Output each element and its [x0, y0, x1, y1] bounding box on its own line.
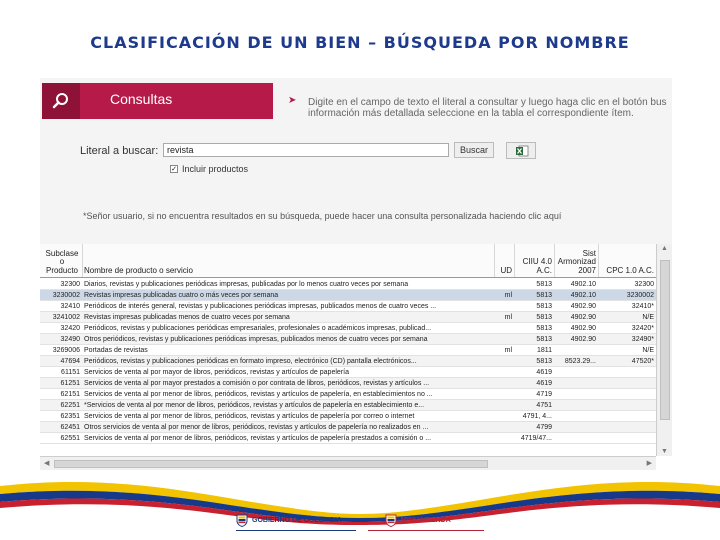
cell-code: 3230002 [52, 292, 80, 299]
cell-code: 62251 [60, 402, 80, 409]
table-row[interactable] [40, 345, 656, 356]
instructions [308, 97, 672, 119]
cell-ciiu: 4719 [536, 391, 552, 398]
include-products-label: Incluir productos [182, 164, 249, 174]
cell-cpc: 32410* [631, 303, 654, 310]
footer-underline-left [236, 530, 356, 531]
logo-minhacienda [385, 509, 451, 531]
col-divider [82, 244, 83, 277]
cell-ud: ml [504, 292, 512, 299]
col-divider [598, 244, 599, 277]
table-body [40, 279, 656, 456]
table-row[interactable] [40, 290, 656, 301]
header-ud[interactable]: UD [500, 265, 512, 275]
header-ciiu-line2: A.C. [536, 265, 552, 275]
cell-cpc: 32490* [631, 336, 654, 343]
cell-name: Servicios de venta al por menor de libros, periódicos, revistas y artículos de papelería prestados a comisión o ... [84, 435, 432, 442]
cell-code: 47694 [60, 358, 80, 365]
footer-underline-right [368, 530, 484, 531]
cell-code: 32420 [60, 325, 80, 332]
cell-name: Servicios de venta al por mayor de libros, periódicos, revistas y artículos de papelería [84, 369, 349, 376]
cell-ciiu: 5813 [536, 303, 552, 310]
table-row[interactable] [40, 389, 656, 400]
cell-ciiu: 4751 [536, 402, 552, 409]
excel-export-button[interactable] [506, 142, 536, 159]
scroll-up-icon[interactable]: ▲ [661, 245, 668, 252]
cell-name: Revistas impresas publicadas cuatro o más veces por semana [84, 292, 279, 299]
cell-cpc: 32300 [634, 281, 654, 288]
header-subclass-line1: Subclase [45, 248, 79, 258]
cell-cpc: N/E [642, 347, 654, 354]
literal-search-input[interactable] [163, 143, 449, 157]
cell-name: Periódicos de interés general, revistas y publicaciones periódicas impresas, publicados menos de cuatro veces ... [84, 303, 437, 310]
table-row[interactable] [40, 422, 656, 433]
cell-code: 62151 [60, 391, 80, 398]
col-divider [554, 244, 555, 277]
cell-code: 32300 [60, 281, 80, 288]
cell-sa: 4902.10 [570, 292, 596, 299]
include-products-checkbox[interactable]: ✓ [171, 166, 177, 173]
scroll-down-icon[interactable]: ▼ [661, 448, 668, 455]
cell-name: Revistas impresas publicadas menos de cuatro veces por semana [84, 314, 290, 321]
col-divider [514, 244, 515, 277]
cell-code: 3241002 [52, 314, 80, 321]
cell-sa: 4902.10 [570, 281, 596, 288]
horizontal-scrollbar[interactable] [40, 456, 656, 470]
cell-sa: 8523.29... [564, 358, 596, 365]
table-row[interactable] [40, 411, 656, 422]
table-row[interactable] [40, 367, 656, 378]
logo-minhacienda-text: MINHACIENDA [401, 516, 451, 524]
cell-code: 62551 [60, 435, 80, 442]
slide-title: CLASIFICACIÓN DE UN BIEN – BÚSQUEDA POR NOMBRE [90, 33, 630, 52]
header-subclass-line3: Producto [45, 265, 79, 275]
cell-cpc: 47520* [631, 358, 654, 365]
literal-label: Literal a buscar: [80, 145, 159, 157]
header-name[interactable]: Nombre de producto o servicio [84, 265, 193, 275]
cell-code: 61151 [61, 369, 80, 376]
coat-of-arms-icon [385, 513, 397, 527]
header-cpc[interactable]: CPC 1.0 A.C. [606, 265, 654, 275]
consultas-tab[interactable] [42, 83, 273, 119]
cell-code: 62351 [60, 413, 80, 420]
include-products-row[interactable] [170, 164, 248, 174]
cell-code: 32490 [60, 336, 80, 343]
table-row[interactable] [40, 400, 656, 411]
cell-ciiu: 4619 [536, 369, 552, 376]
cell-code: 62451 [60, 424, 80, 431]
cell-ciiu: 1811 [536, 347, 552, 354]
cell-name: Portadas de revistas [84, 347, 148, 354]
table-header [40, 244, 656, 278]
table-row[interactable] [40, 433, 656, 444]
coat-of-arms-icon [236, 513, 248, 527]
table-row[interactable] [40, 356, 656, 367]
screenshot-panel [40, 78, 672, 470]
scroll-left-icon[interactable]: ◀ [44, 460, 50, 467]
instructions-line-1: Digite en el campo de texto el literal a consultar y luego haga clic en el botón bus [308, 97, 667, 108]
header-subclass[interactable] [44, 250, 80, 275]
cell-code: 32410 [60, 303, 80, 310]
header-sa-line3: 2007 [578, 265, 596, 275]
cell-ciiu: 4719/47... [520, 435, 552, 442]
cell-code: 3269006 [52, 347, 80, 354]
cell-ud: ml [504, 347, 512, 354]
cell-sa: 4902.90 [570, 325, 596, 332]
cell-ciiu: 5813 [536, 358, 552, 365]
horizontal-scroll-thumb[interactable] [54, 460, 488, 468]
cell-ciiu: 5813 [536, 281, 552, 288]
cell-ciiu: 5813 [536, 292, 552, 299]
cell-cpc: N/E [642, 314, 654, 321]
vertical-scroll-thumb[interactable] [660, 260, 670, 420]
header-ciiu[interactable] [514, 258, 552, 275]
logo-gobierno-text: GOBIERNO DE COLOMBIA [252, 516, 342, 524]
header-ciiu-line1: CIIU 4.0 [522, 257, 552, 267]
cell-ud: ml [504, 314, 512, 321]
vertical-scrollbar[interactable] [656, 244, 672, 456]
table-row[interactable] [40, 279, 656, 290]
cell-name: Otros servicios de venta al por menor de libros, periódicos, revistas y artículos de papelería no realizados en ... [84, 424, 429, 431]
cell-name: *Servicios de venta al por menor de libros, periódicos, revistas y artículos de papelería en establecimiento e... [84, 402, 425, 409]
buscar-button[interactable]: Buscar [454, 142, 494, 158]
magnifier-icon [51, 91, 71, 111]
cell-sa: 4902.90 [570, 314, 596, 321]
table-row[interactable] [40, 378, 656, 389]
results-table [40, 244, 672, 470]
cell-cpc: 32420* [631, 325, 654, 332]
header-sa-line2: Armonizad [557, 257, 596, 267]
col-divider [494, 244, 495, 277]
cell-name: Periódicos, revistas y publicaciones periódicas empresariales, profesionales o académicos impresas, publicad... [84, 325, 432, 332]
consultas-label: Consultas [110, 91, 173, 107]
cell-ciiu: 4799 [536, 424, 552, 431]
excel-export-icon [515, 145, 529, 157]
cell-ciiu: 5813 [536, 336, 552, 343]
cell-sa: 4902.90 [570, 336, 596, 343]
table-row[interactable] [40, 301, 656, 312]
header-sa-line1: Sist [582, 248, 596, 258]
pointer-arrow-icon: ➤ [288, 95, 297, 106]
cell-ciiu: 4619 [536, 380, 552, 387]
logo-gobierno-colombia [236, 509, 342, 531]
cell-name: Diarios, revistas y publicaciones periódicas impresas, publicadas por lo menos cuatro veces por semana [84, 281, 409, 288]
search-tile[interactable] [42, 83, 80, 119]
cell-name: Servicios de venta al por menor de libros, periódicos, revistas y artículos de papelería por correo o internet [84, 413, 415, 420]
instructions-line-2: información más detallada seleccione en la tabla el correspondiente ítem. [308, 108, 634, 119]
cell-ciiu: 4791, 4... [522, 413, 552, 420]
table-row[interactable] [40, 323, 656, 334]
cell-cpc: 3230002 [626, 292, 654, 299]
app-header [40, 83, 672, 119]
cell-ciiu: 5813 [536, 325, 552, 332]
header-subclass-line2: o [59, 257, 65, 267]
cell-name: Periódicos, revistas y publicaciones periódicas en formato impreso, electrónico (CD) pantalla electrónicos... [84, 358, 417, 365]
table-row[interactable] [40, 312, 656, 323]
cell-name: Servicios de venta al por menor de libros, periódicos, revistas y artículos de papelería, en establecimientos no ... [84, 391, 433, 398]
table-row[interactable] [40, 334, 656, 345]
header-sa[interactable] [554, 250, 596, 275]
cell-ciiu: 5813 [536, 314, 552, 321]
cell-name: Otros periódicos, revistas y publicaciones periódicas impresas, publicados menos de cuatro veces por semana [84, 336, 428, 343]
custom-query-note[interactable]: *Señor usuario, si no encuentra resultados en su búsqueda, puede hacer una consulta personalizada haciendo clic aquí [83, 211, 562, 221]
cell-code: 61251 [60, 380, 80, 387]
cell-sa: 4902.90 [570, 303, 596, 310]
scroll-right-icon[interactable]: ▶ [646, 460, 652, 467]
cell-name: Servicios de venta al por mayor prestados a comisión o por contrata de libros, periódicos, revistas y artículos ... [84, 380, 430, 387]
